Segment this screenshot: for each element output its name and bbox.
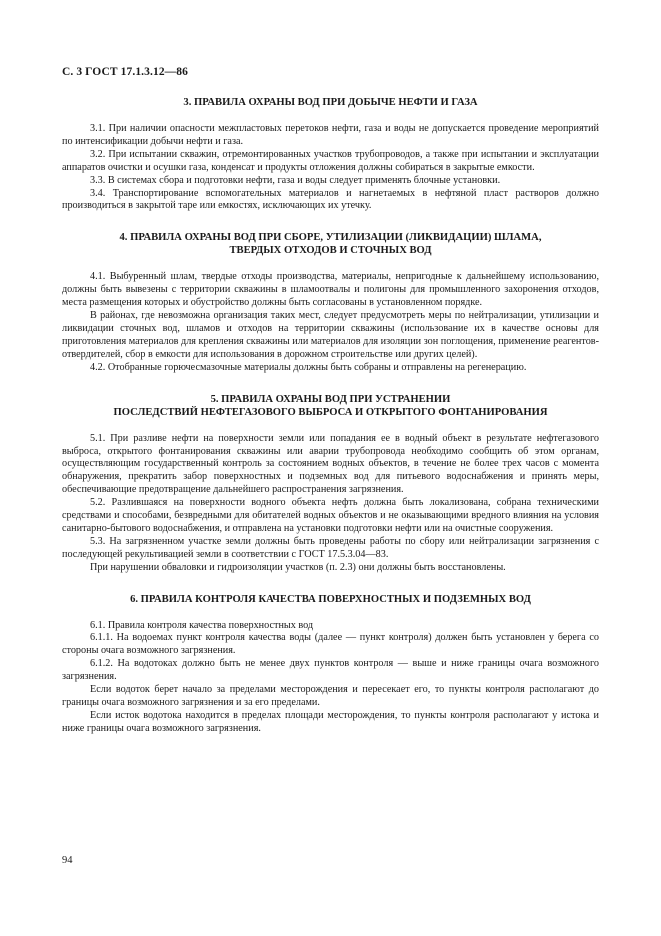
section-title-line: 4. ПРАВИЛА ОХРАНЫ ВОД ПРИ СБОРЕ, УТИЛИЗАЦИИ (ЛИКВИДАЦИИ) ШЛАМА, [119, 232, 542, 244]
section-5-title [62, 393, 599, 419]
section-6-title [62, 593, 599, 606]
paragraph: 5.1. При разливе нефти на поверхности земли или попадания ее в водный объект в результате нефтегазового выброса, открытого фонтанирования скважины или аварии трубопровода необходимо сообщить об этом органам, осуществляющим государственный контроль за состоянием водных объектов, в течение не более трех часов с момента обнаружения, прекратить забор поверхностных и подземных вод для питьевого водоснабжения и принять меры, обеспечивающие предотвращение дальнейшего распространения загрязнения. [62, 432, 599, 496]
paragraph: 4.2. Отобранные горючесмазочные материалы должны быть собраны и отправлены на регенерацию. [90, 361, 527, 373]
section-title-line: ПОСЛЕДСТВИЙ НЕФТЕГАЗОВОГО ВЫБРОСА И ОТКРЫТОГО ФОНТАНИРОВАНИЯ [113, 406, 548, 418]
paragraph: 6.1.1. На водоемах пункт контроля качества воды (далее — пункт контроля) должен быть установлен у берега со стороны очага возможного загрязнения. [62, 632, 599, 657]
paragraph: 4.1. Выбуренный шлам, твердые отходы производства, материалы, непригодные к дальнейшему использованию, должны быть вывезены с территории скважины в шламоотвалы и полигоны для промышленного захоронения отходов, места размещения которых и обустройство должны быть согласованы в установленном порядке. [62, 271, 599, 309]
section-title-line: ТВЕРДЫХ ОТХОДОВ И СТОЧНЫХ ВОД [229, 245, 432, 257]
paragraph: Если водоток берет начало за пределами месторождения и пересекает его, то пункты контроля располагают до границы очага возможного загрязнения и за его пределами. [62, 684, 599, 708]
paragraph: При нарушении обваловки и гидроизоляции участков (п. 2.3) они должны быть восстановлены. [90, 561, 506, 573]
paragraph: 5.3. На загрязненном участке земли должны быть проведены работы по сбору или нейтрализации загрязнения с последующей рекультивацией земли в соответствии с ГОСТ 17.5.3.04—83. [62, 535, 599, 560]
page-header: С. 3 ГОСТ 17.1.3.12—86 [62, 66, 188, 78]
section-title-line: 6. ПРАВИЛА КОНТРОЛЯ КАЧЕСТВА ПОВЕРХНОСТНЫХ И ПОДЗЕМНЫХ ВОД [130, 593, 531, 605]
paragraph: 6.1.2. На водотоках должно быть не менее двух пунктов контроля — выше и ниже границы очага возможного загрязнения. [62, 658, 599, 683]
paragraph: 3.3. В системах сбора и подготовки нефти, газа и воды следует применять блочные установки. [90, 174, 501, 186]
paragraph: Если исток водотока находится в пределах площади месторождения, то пункты контроля располагают у истока и ниже границы очага возможного загрязнения. [62, 709, 599, 734]
document-body [62, 96, 599, 736]
section-title-line: 5. ПРАВИЛА ОХРАНЫ ВОД ПРИ УСТРАНЕНИИ [210, 393, 451, 405]
section-4-title [62, 231, 599, 257]
paragraph: 3.1. При наличии опасности межпластовых перетоков нефти, газа и воды не допускается проведение мероприятий по интенсификации добычи нефти и газа. [62, 123, 599, 147]
section-3-title [62, 96, 599, 109]
paragraph: 3.4. Транспортирование вспомогательных материалов и нагнетаемых в нефтяной пласт растворов должно производиться в закрытой таре или емкостях, исключающих их утечку. [62, 187, 599, 212]
section-title-line: 3. ПРАВИЛА ОХРАНЫ ВОД ПРИ ДОБЫЧЕ НЕФТИ И ГАЗА [183, 97, 478, 108]
paragraph: 5.2. Разлившаяся на поверхности водного объекта нефть должна быть локализована, собрана техническими средствами и способами, безвредными для обитателей водных объектов и не оказывающими вредного влияния на условия санитарно-бытового водоснабжения, и отправлена на установки подготовки нефти или на очистные сооружения. [62, 497, 599, 534]
page-number: 94 [62, 855, 73, 866]
paragraph: В районах, где невозможна организация таких мест, следует предусмотреть меры по нейтрализации, утилизации и ликвидации сточных вод, шламов и отходов на территории скважины (использование их в качестве основы для приготовления материалов для крепления скважины или материалов для изоляции зон поглощения, применение реагентов-отвердителей, сбор в емкости для использования в дорожном строительстве или других целей). [62, 310, 599, 360]
paragraph: 3.2. При испытании скважин, отремонтированных участков трубопроводов, а также при испытании и эксплуатации аппаратов очистки и осушки газа, конденсат и продукты отложения должны собираться в закрытые емкости. [62, 148, 599, 173]
paragraph: 6.1. Правила контроля качества поверхностных вод [90, 619, 314, 631]
